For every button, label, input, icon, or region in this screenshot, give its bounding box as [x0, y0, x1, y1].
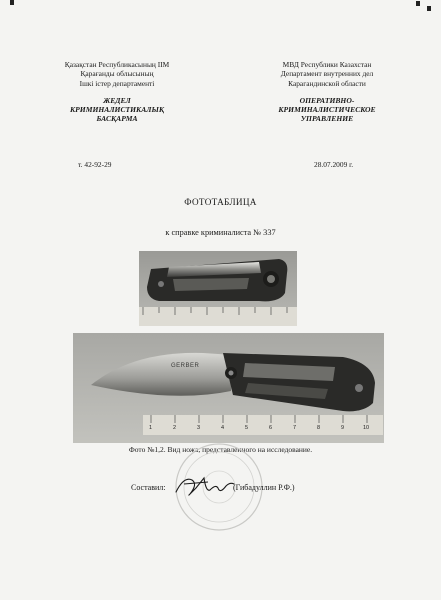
ruler-number: 10	[363, 425, 370, 431]
document-title: ФОТОТАБЛИЦА	[184, 197, 257, 207]
signatory-name: (Гибадуллин Р.Ф.)	[233, 483, 295, 492]
knife-brand-label: GERBER	[171, 363, 200, 369]
open-knife-photo	[73, 333, 384, 443]
handwritten-signature	[170, 470, 240, 502]
dept-line: КРИМИНАЛИСТИКАЛЫҚ	[70, 105, 164, 115]
ruler-number: 3	[197, 425, 201, 431]
dept-line: ОПЕРАТИВНО-	[299, 96, 355, 106]
ruler-number: 4	[221, 425, 225, 431]
dept-line: ЖЕДЕЛ	[103, 96, 131, 106]
punch-mark	[427, 6, 431, 11]
ruler-number: 7	[293, 425, 297, 431]
document-date: 28.07.2009 г.	[314, 160, 354, 169]
header-left-line: Қарағанды облысының	[80, 69, 154, 79]
ruler-scale	[147, 425, 387, 435]
photo-caption: Фото №1,2. Вид ножа, представленного на исследование.	[128, 445, 313, 454]
header-right-line: Карагандинской области	[288, 78, 366, 88]
dept-line: УПРАВЛЕНИЕ	[300, 114, 354, 124]
header-right-ru	[232, 60, 422, 123]
dept-line: КРИМИНАЛИСТИЧЕСКОЕ	[278, 105, 376, 115]
punch-mark	[10, 0, 14, 5]
dept-line: БАСҚАРМА	[96, 114, 138, 124]
header-left-line: Ішкі істер департаменті	[79, 78, 155, 88]
folded-knife-photo	[139, 251, 297, 326]
phone-number: т. 42-92-29	[78, 160, 112, 169]
header-right-line: Департамент внутренних дел	[280, 69, 374, 79]
ruler-number: 9	[341, 425, 345, 431]
header-right-line: МВД Республики Казахстан	[282, 60, 372, 69]
signature-label: Составил:	[131, 483, 166, 492]
header-left-department	[22, 96, 212, 123]
ruler-number: 2	[173, 425, 177, 431]
ruler-number: 8	[317, 425, 321, 431]
header-right-department	[232, 96, 422, 123]
document-subtitle: к справке криминалиста № 337	[165, 228, 276, 237]
header-left-line: Қазақстан Республикасының ІІМ	[64, 60, 170, 69]
header-left-kz	[22, 60, 212, 123]
ruler-number: 6	[269, 425, 273, 431]
ruler-number: 1	[149, 425, 153, 431]
ruler-number: 5	[245, 425, 249, 431]
punch-mark	[416, 1, 420, 6]
